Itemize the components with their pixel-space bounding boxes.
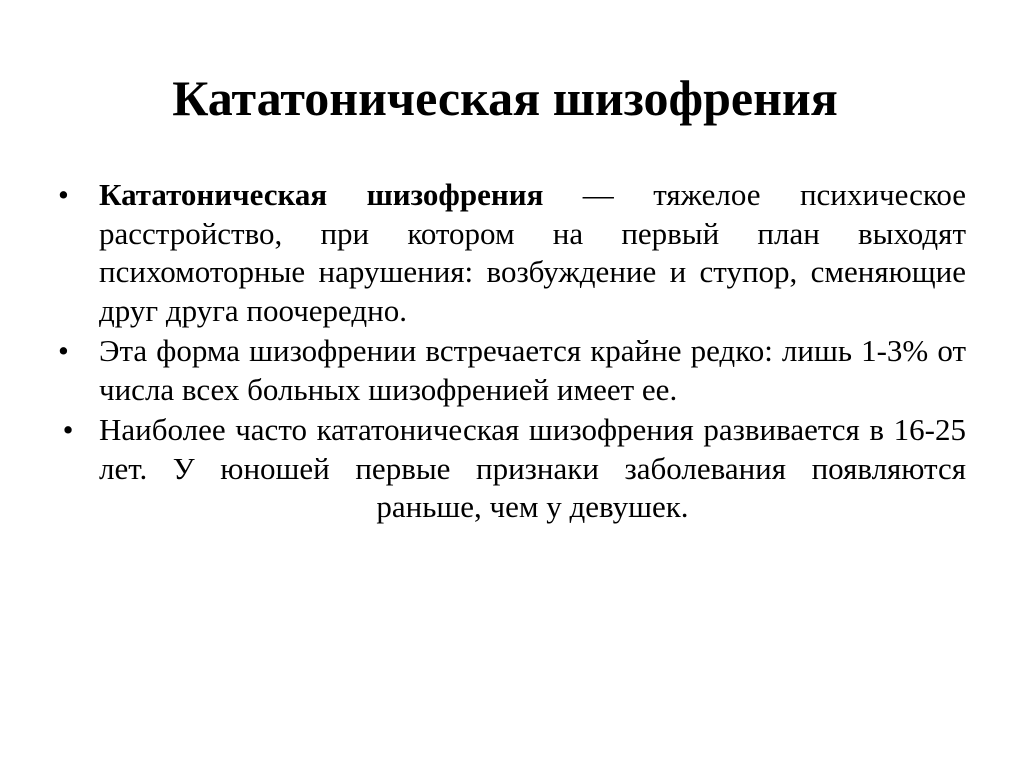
bullet-item-definition bbox=[58, 176, 966, 330]
slide-title: Кататоническая шизофрения bbox=[172, 70, 838, 126]
bullet-item-onset-age bbox=[58, 411, 966, 527]
bullet-list bbox=[58, 176, 966, 529]
bullet-text: — тяжелое психическое расстройство, при котором на первый план выходят психомоторные нарушения: возбуждение и ступор, сменяющие друг друга поочередно. bbox=[99, 177, 966, 328]
bullet-dot-icon: • bbox=[58, 333, 69, 368]
bullet-dot-icon: • bbox=[58, 177, 69, 212]
bullet-item-prevalence bbox=[58, 332, 966, 409]
bullet-term: Кататоническая шизофрения bbox=[99, 177, 544, 212]
bullet-text: Наиболее часто кататоническая шизофрения развивается в 16-25 лет. У юношей первые признаки заболевания появляются раньше, чем у девушек. bbox=[99, 412, 966, 524]
bullet-dot-icon: • bbox=[62, 412, 74, 447]
bullet-text: Эта форма шизофрении встречается крайне редко: лишь 1-3% от числа всех больных шизофренией имеет ее. bbox=[99, 333, 966, 407]
